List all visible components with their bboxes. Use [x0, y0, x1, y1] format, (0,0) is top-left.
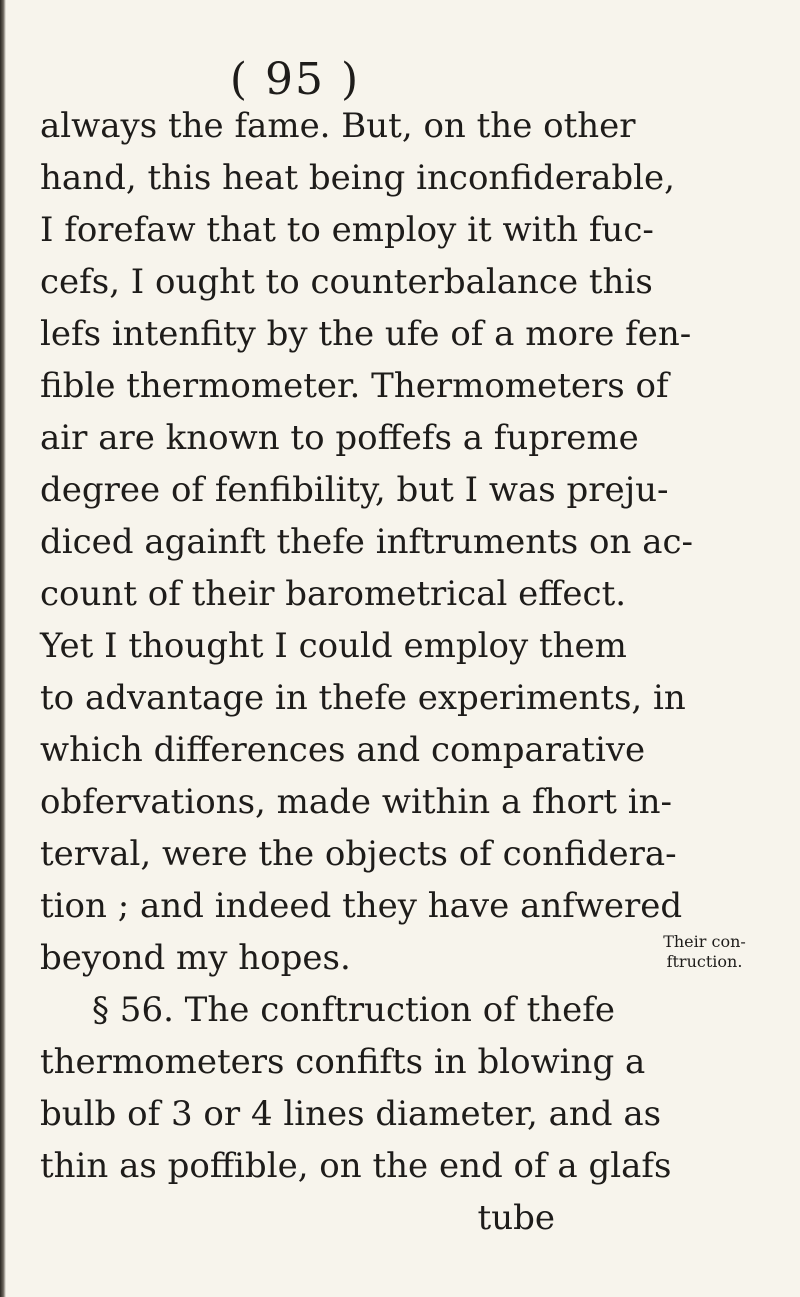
text-line: air are known to poffefs a fupreme — [40, 418, 639, 458]
text-line: lefs intenfity by the ufe of a more fen- — [40, 314, 692, 354]
text-line: Yet I thought I could employ them — [40, 626, 627, 666]
text-line: terval, were the objects of confidera- — [40, 834, 677, 874]
body-text — [40, 100, 694, 1244]
marginal-note — [612, 932, 797, 972]
text-line: which differences and comparative — [40, 730, 646, 770]
text-line: thermometers confifts in blowing a — [40, 1042, 646, 1082]
text-line: beyond my hopes. — [40, 938, 351, 978]
text-line: count of their barometrical effect. — [40, 574, 627, 614]
marginal-note-line: ftruction. — [666, 952, 743, 971]
page-number: ( 95 ) — [229, 54, 361, 105]
catchword: tube — [477, 1198, 555, 1238]
text-line: I forefaw that to employ it with fuc- — [40, 210, 654, 250]
text-line: thin as poffible, on the end of a glafs — [40, 1146, 672, 1186]
text-line: diced againft thefe inftruments on ac- — [40, 522, 694, 562]
text-line: cefs, I ought to counterbalance this — [40, 262, 653, 302]
text-line: fible thermometer. Thermometers of — [40, 366, 669, 406]
text-line: hand, this heat being inconfiderable, — [40, 158, 675, 198]
text-line: to advantage in thefe experiments, in — [40, 678, 686, 718]
text-line: always the fame. But, on the other — [40, 106, 636, 146]
section-heading-line: § 56. The conftruction of thefe — [92, 990, 615, 1030]
text-line: degree of fenfibility, but I was preju- — [40, 470, 669, 510]
page-edge-shadow — [0, 0, 6, 1297]
text-line: bulb of 3 or 4 lines diameter, and as — [40, 1094, 662, 1134]
marginal-note-line: Their con- — [663, 932, 746, 951]
text-line: tion ; and indeed they have anfwered — [40, 886, 683, 926]
text-line: obfervations, made within a fhort in- — [40, 782, 672, 822]
